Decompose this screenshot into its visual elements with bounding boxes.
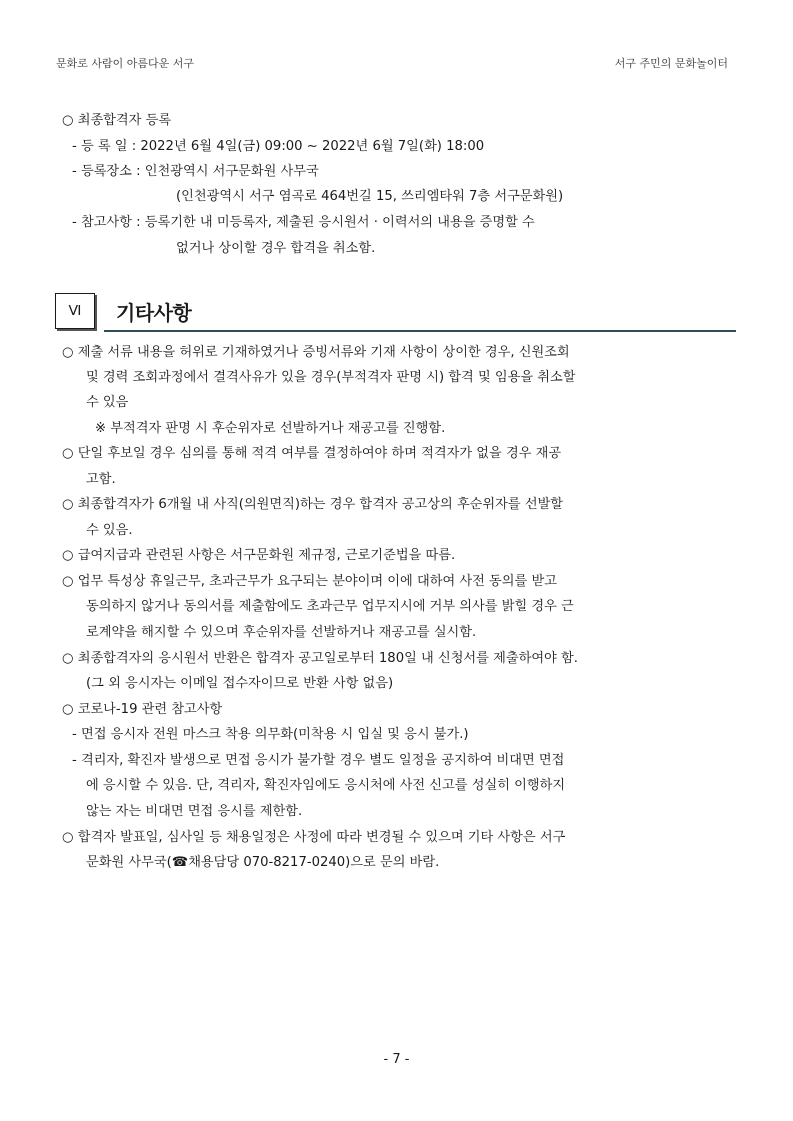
section-number-box: Ⅵ <box>55 293 95 329</box>
item-7-sub-b-line1: - 격리자, 확진자 발생으로 면접 응시가 불가할 경우 별도 일정을 공지하여 비대면 면접 <box>72 753 565 768</box>
item-3-line1: ○ 최종합격자가 6개월 내 사직(의원면직)하는 경우 합격자 공고상의 후순위자를 선발할 <box>62 497 564 512</box>
item-8-line1: ○ 합격자 발표일, 심사일 등 채용일정은 사정에 따라 변경될 수 있으며 기타 사항은 서구 <box>62 830 566 845</box>
item-6-line1: ○ 최종합격자의 응시원서 반환은 합격자 공고일로부터 180일 내 신청서를 제출하여야 함. <box>62 651 578 666</box>
item-5-line1: ○ 업무 특성상 휴일근무, 초과근무가 요구되는 분야이며 이에 대하여 사전 동의를 받고 <box>62 574 557 589</box>
item-7-title: ○ 코로나-19 관련 참고사항 <box>62 702 223 717</box>
item-7-sub-a: - 면접 응시자 전원 마스크 착용 의무화(미착용 시 입실 및 응시 불가.) <box>72 727 469 742</box>
item-7-sub-b-line2: 에 응시할 수 있음. 단, 격리자, 확진자임에도 응시처에 사전 신고를 성실히 이행하지 <box>86 778 566 793</box>
item-5-line2: 동의하지 않거나 동의서를 제출함에도 초과근무 업무지시에 거부 의사를 밝힐 경우 근 <box>86 599 574 614</box>
registration-period: - 등 록 일 : 2022년 6월 4일(금) 09:00 ~ 2022년 6월 7일(화) 18:00 <box>72 139 485 154</box>
item-5-line3: 로계약을 해지할 수 있으며 후순위자를 선발하거나 재공고를 실시함. <box>86 625 477 640</box>
registration-title: ○ 최종합격자 등록 <box>62 113 172 128</box>
item-1-line1: ○ 제출 서류 내용을 허위로 기재하였거나 증빙서류와 기재 사항이 상이한 경우, 신원조회 <box>62 345 570 360</box>
item-3-line2: 수 있음. <box>86 523 133 538</box>
section-underline <box>104 330 736 332</box>
registration-note-line1: - 참고사항 : 등록기한 내 미등록자, 제출된 응시원서 · 이력서의 내용을 증명할 수 <box>72 215 535 230</box>
item-8-line2: 문화원 사무국(☎채용담당 070-8217-0240)으로 문의 바람. <box>86 855 440 870</box>
item-1-note: ※ 부적격자 판명 시 후순위자로 선발하거나 재공고를 진행함. <box>95 421 446 436</box>
registration-address: (인천광역시 서구 염곡로 464번길 15, 쓰리엠타워 7층 서구문화원) <box>176 189 564 204</box>
item-7-sub-b-line3: 않는 자는 비대면 면접 응시를 제한함. <box>86 804 303 819</box>
item-2-line1: ○ 단일 후보일 경우 심의를 통해 적격 여부를 결정하여야 하며 적격자가 없을 경우 재공 <box>62 446 562 461</box>
item-1-line3: 수 있음 <box>86 395 129 410</box>
registration-place: - 등록장소 : 인천광역시 서구문화원 사무국 <box>72 164 319 179</box>
page-number: - 7 - <box>383 1052 410 1067</box>
running-header-left: 문화로 사람이 아름다운 서구 <box>56 57 195 70</box>
item-4: ○ 급여지급과 관련된 사항은 서구문화원 제규정, 근로기준법을 따름. <box>62 548 456 563</box>
running-header-right: 서구 주민의 문화놀이터 <box>614 57 728 70</box>
item-1-line2: 및 경력 조회과정에서 결격사유가 있을 경우(부적격자 판명 시) 합격 및 임용을 취소할 <box>86 370 576 385</box>
item-2-line2: 고함. <box>86 472 116 487</box>
registration-note-line2: 없거나 상이할 경우 합격을 취소함. <box>176 241 376 256</box>
item-6-line2: (그 외 응시자는 이메일 접수자이므로 반환 사항 없음) <box>86 676 394 691</box>
section-title: 기타사항 <box>116 301 192 325</box>
